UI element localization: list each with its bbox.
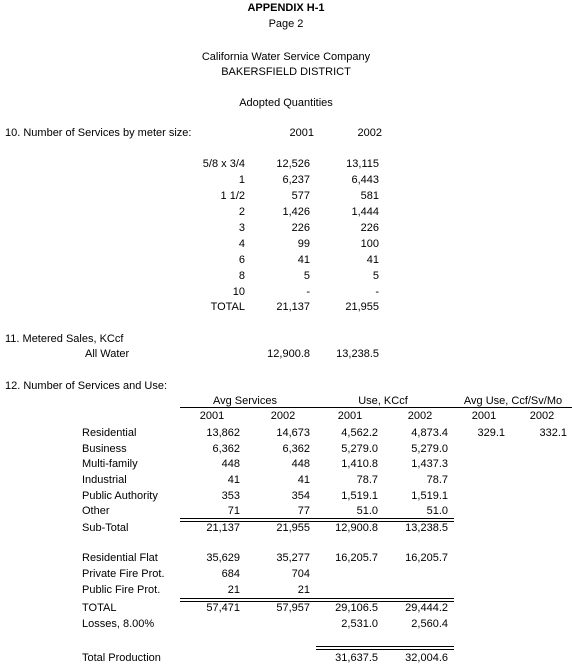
cell-avg-use-2001: 329.1	[477, 427, 505, 439]
meter-count-2001: 99	[297, 238, 310, 250]
cell-services-2001: 21,137	[206, 522, 240, 534]
all-water-label: All Water	[85, 348, 130, 360]
meter-count-2002: 6,443	[351, 174, 379, 186]
meter-size-label: 6	[238, 254, 245, 266]
col-year-services-2001: 2001	[199, 410, 225, 422]
row-label: Public Authority	[82, 490, 158, 502]
section-11-label: 11. Metered Sales, KCcf	[5, 333, 124, 345]
all-water-2001: 12,900.8	[267, 348, 310, 360]
all-water-2002: 13,238.5	[336, 348, 379, 360]
cell-services-2001: 684	[221, 568, 240, 580]
document-title: APPENDIX H-1	[247, 2, 325, 14]
row-label: TOTAL	[82, 602, 117, 614]
col-year-use-2001: 2001	[337, 410, 363, 422]
cell-use-2001: 1,410.8	[341, 458, 378, 470]
meter-count-2001: 12,526	[276, 158, 310, 170]
meter-size-label: 3	[238, 222, 245, 234]
production-rule	[316, 646, 454, 647]
section-10-year-2001: 2001	[289, 127, 314, 139]
col-year-avg-use-2002: 2002	[529, 410, 555, 422]
row-label: Business	[82, 443, 127, 455]
cell-avg-use-2002: 332.1	[539, 427, 567, 439]
row-label: Sub-Total	[82, 522, 129, 534]
meter-count-2001: 6,237	[282, 174, 310, 186]
cell-use-2002: 78.7	[426, 474, 448, 486]
cell-services-2001: 13,862	[206, 427, 240, 439]
company-name: California Water Service Company	[201, 51, 371, 63]
cell-use-2002: 2,560.4	[411, 618, 448, 630]
cell-use-2002: 5,279.0	[411, 443, 448, 455]
cell-use-2002: 4,873.4	[411, 427, 448, 439]
meter-count-2002: -	[375, 286, 379, 298]
meter-count-2001: 1,426	[282, 206, 310, 218]
section-10-year-2002: 2002	[357, 127, 382, 139]
cell-use-2001: 5,279.0	[341, 443, 378, 455]
cell-services-2002: 704	[291, 568, 310, 580]
meter-count-2002: 13,115	[346, 158, 379, 170]
cell-use-2002: 29,444.2	[405, 602, 448, 614]
cell-services-2002: 21	[297, 584, 310, 596]
cell-services-2001: 6,362	[212, 443, 240, 455]
subtotal-rule-double	[180, 521, 454, 522]
cell-services-2002: 41	[297, 474, 310, 486]
cell-use-2002: 32,004.6	[405, 652, 448, 664]
cell-services-2001: 21	[227, 584, 240, 596]
row-label: Residential Flat	[82, 552, 158, 564]
cell-services-2002: 6,362	[282, 443, 310, 455]
meter-size-label: 2	[238, 206, 245, 218]
col-year-services-2002: 2002	[270, 410, 296, 422]
meter-count-2002: 100	[360, 238, 379, 250]
cell-use-2001: 51.0	[356, 505, 378, 517]
cell-services-2001: 41	[227, 474, 240, 486]
meter-size-label: 1 1/2	[220, 190, 245, 202]
cell-use-2002: 1,437.3	[411, 458, 448, 470]
row-label: Other	[82, 505, 110, 517]
section-10-label: 10. Number of Services by meter size:	[5, 127, 192, 139]
meter-size-label: 10	[232, 286, 245, 298]
cell-use-2002: 1,519.1	[411, 490, 448, 502]
col-year-use-2002: 2002	[407, 410, 433, 422]
meter-count-2002: 1,444	[351, 206, 379, 218]
meter-count-2001: -	[306, 286, 310, 298]
meter-count-2001: 5	[303, 270, 310, 282]
cell-use-2001: 78.7	[356, 474, 378, 486]
cell-use-2001: 2,531.0	[341, 618, 378, 630]
document-subtitle: Adopted Quantities	[239, 97, 333, 109]
cell-services-2002: 448	[291, 458, 310, 470]
group-header-use-kccf: Use, KCcf	[358, 395, 408, 407]
row-label: Total Production	[82, 652, 161, 664]
header-rule	[180, 407, 572, 408]
cell-use-2001: 16,205.7	[335, 552, 378, 564]
meter-count-2001: 41	[297, 254, 310, 266]
cell-services-2002: 35,277	[276, 552, 310, 564]
cell-services-2001: 57,471	[206, 602, 240, 614]
cell-use-2001: 12,900.8	[335, 522, 378, 534]
cell-services-2001: 71	[227, 505, 240, 517]
row-label: Industrial	[82, 474, 127, 486]
meter-size-label: 8	[238, 270, 245, 282]
page-number: Page 2	[268, 18, 304, 30]
cell-use-2001: 31,637.5	[335, 652, 378, 664]
col-year-avg-use-2001: 2001	[471, 410, 497, 422]
meter-count-2002: 5	[372, 270, 379, 282]
cell-use-2002: 16,205.7	[405, 552, 448, 564]
cell-services-2002: 77	[297, 505, 310, 517]
district-name: BAKERSFIELD DISTRICT	[221, 66, 351, 78]
total-rule-double	[180, 601, 454, 602]
meter-count-2001: 577	[291, 190, 310, 202]
cell-use-2002: 51.0	[426, 505, 448, 517]
meter-count-2002: 226	[360, 222, 379, 234]
cell-services-2001: 35,629	[206, 552, 240, 564]
row-label: Public Fire Prot.	[82, 584, 161, 596]
production-rule-double	[316, 649, 454, 650]
cell-use-2001: 4,562.2	[341, 427, 378, 439]
meter-count-2001: 226	[291, 222, 310, 234]
cell-services-2002: 354	[291, 490, 310, 502]
cell-use-2001: 29,106.5	[335, 602, 378, 614]
cell-use-2001: 1,519.1	[341, 490, 378, 502]
meter-size-label: TOTAL	[210, 301, 245, 313]
cell-services-2001: 448	[221, 458, 240, 470]
row-label: Residential	[82, 427, 137, 439]
cell-use-2002: 13,238.5	[405, 522, 448, 534]
meter-size-label: 1	[238, 174, 245, 186]
row-label: Multi-family	[82, 458, 138, 470]
meter-count-2002: 21,955	[345, 301, 379, 313]
total-rule	[180, 598, 454, 599]
row-label: Private Fire Prot.	[82, 568, 165, 580]
group-header-avg-services: Avg Services	[213, 395, 277, 407]
cell-services-2002: 21,955	[276, 522, 310, 534]
meter-size-label: 4	[238, 238, 245, 250]
meter-count-2002: 41	[366, 254, 379, 266]
section-12-label: 12. Number of Services and Use:	[5, 380, 168, 392]
meter-count-2002: 581	[360, 190, 379, 202]
subtotal-rule	[180, 518, 454, 519]
cell-services-2002: 14,673	[276, 427, 310, 439]
cell-services-2002: 57,957	[276, 602, 310, 614]
meter-count-2001: 21,137	[276, 301, 310, 313]
cell-services-2001: 353	[221, 490, 240, 502]
meter-size-label: 5/8 x 3/4	[202, 158, 245, 170]
row-label: Losses, 8.00%	[82, 618, 155, 630]
group-header-avg-use: Avg Use, Ccf/Sv/Mo	[463, 395, 563, 407]
